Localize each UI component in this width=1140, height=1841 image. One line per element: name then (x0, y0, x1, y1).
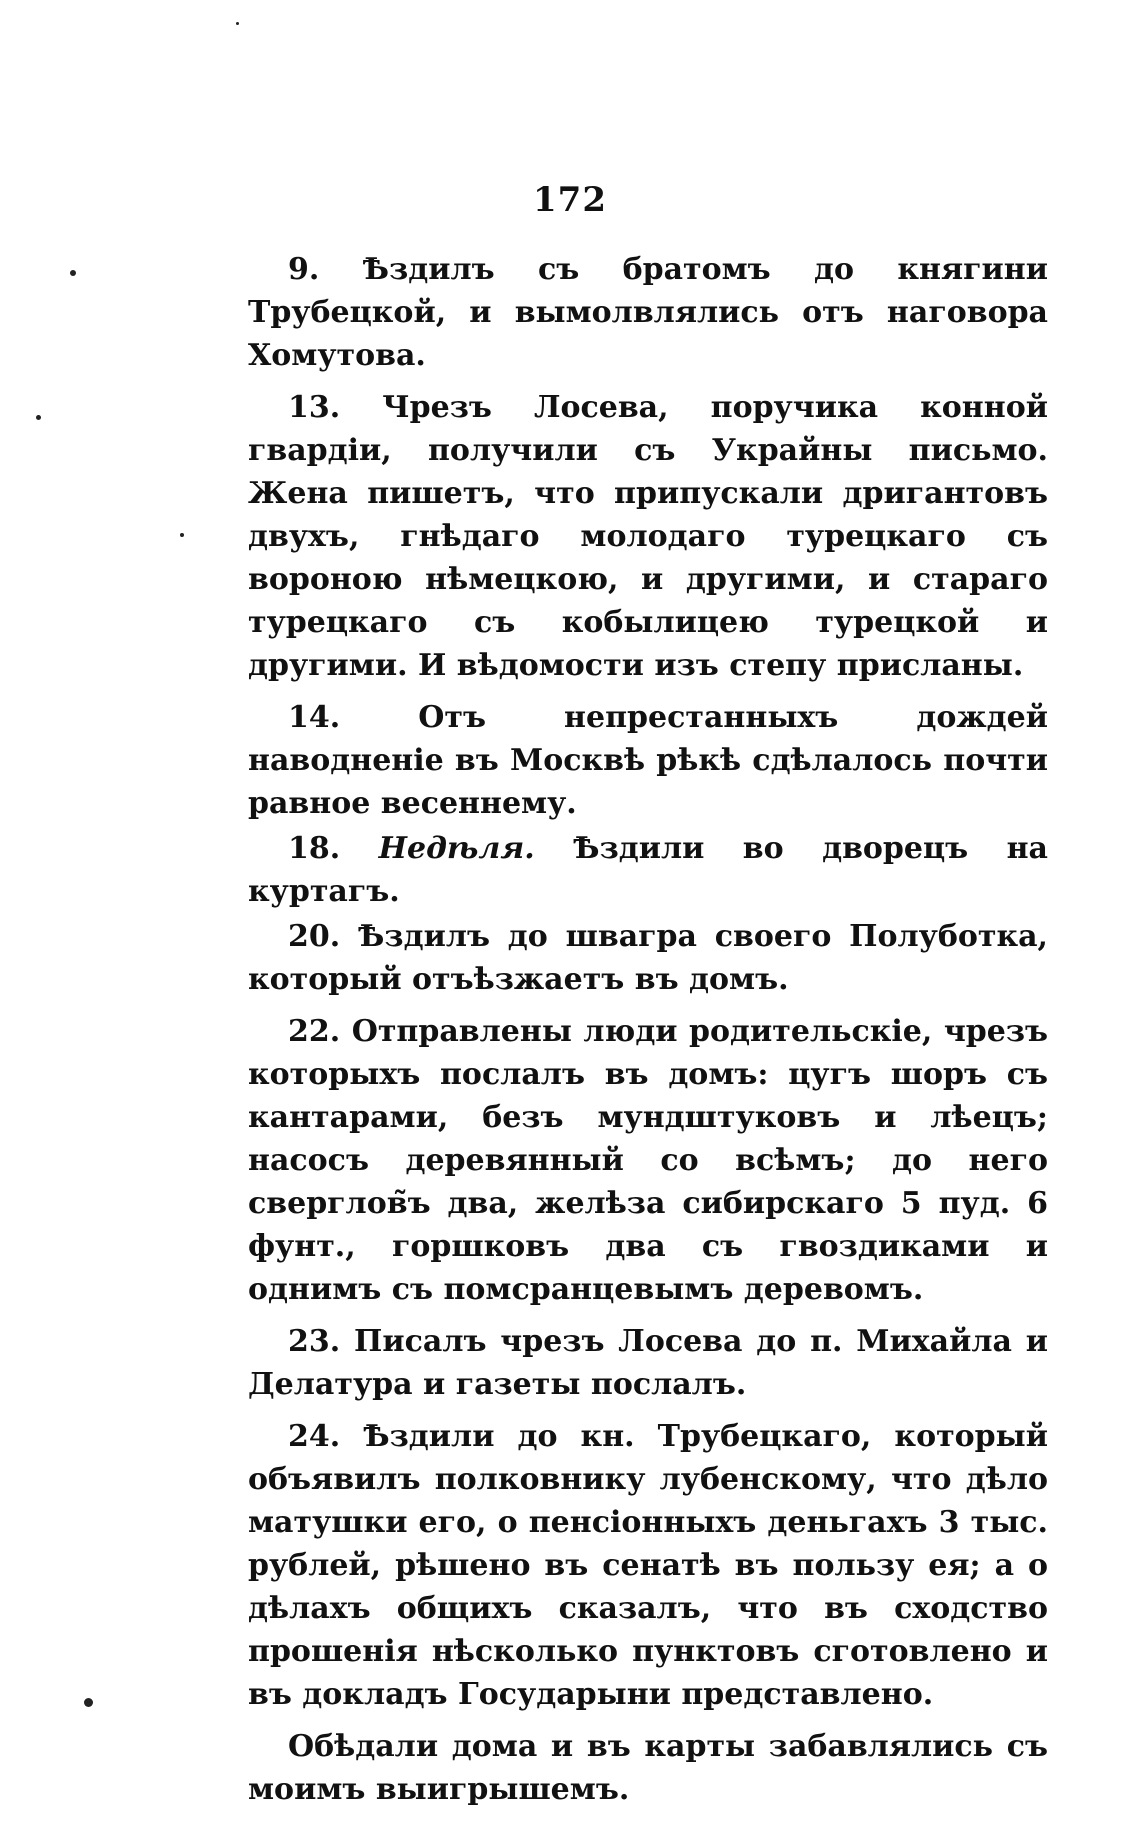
entry-24 (248, 1415, 1048, 1716)
entry-text: Ѣздили до кн. Трубецкаго, который объявилъ полковнику лубенскому, что дѣло матушки его, о пенсіонныхъ деньгахъ 3 тыс. рублей, рѣшено въ сенатѣ въ пользу ея; а о дѣлахъ общихъ сказалъ, что въ сходство прошенія нѣсколько пунктовъ сготовлено и въ докладъ Государыни представлено. (248, 1419, 1048, 1712)
scan-speck (236, 22, 239, 25)
entry-date: 18. (288, 831, 341, 866)
entry-date: 22. (288, 1014, 341, 1049)
entry-weekday: Недѣля. (378, 831, 535, 866)
entry-9 (248, 248, 1048, 377)
scan-speck (70, 270, 76, 276)
entry-text: Отправлены люди родительскіе, чрезъ которыхъ послалъ въ домъ: цугъ шоръ съ кантарами, безъ мундштуковъ и лѣецъ; насосъ деревянный со всѣмъ; до него сверглов̃ъ два, желѣза сибирскаго 5 пуд. 6 фунт., горшковъ два съ гвоздиками и однимъ съ помсранцевымъ деревомъ. (248, 1014, 1048, 1307)
entry-date: 23. (288, 1324, 341, 1359)
entry-text: Ѣздилъ съ братомъ до княгини Трубецкой, и вымолвлялись отъ наговора Хомутова. (248, 252, 1048, 373)
entry-text: Обѣдали дома и въ карты забавлялись съ моимъ выигрышемъ. (248, 1729, 1048, 1807)
entry-text: Ѣздили во дворецъ на куртагъ. (248, 831, 1048, 909)
entry-18 (248, 827, 1048, 913)
text-body (248, 248, 1048, 1811)
entry-13 (248, 386, 1048, 687)
entry-24-continued (248, 1725, 1048, 1811)
entry-20 (248, 915, 1048, 1001)
entry-text: Писалъ чрезъ Лосева до п. Михайла и Делатура и газеты послалъ. (248, 1324, 1048, 1402)
entry-23 (248, 1320, 1048, 1406)
scan-speck (84, 1698, 93, 1707)
entry-date: 14. (288, 700, 341, 735)
entry-14 (248, 696, 1048, 825)
entry-date: 9. (288, 252, 320, 287)
entry-text: Чрезъ Лосева, поручика конной гвардіи, получили съ Украйны письмо. Жена пишетъ, что припускали дригантовъ двухъ, гнѣдаго молодаго турецкаго съ вороною нѣмецкою, и другими, и стараго турецкаго съ кобылицею турецкой и другими. И вѣдомости изъ степу присланы. (248, 390, 1048, 683)
entry-date: 24. (288, 1419, 341, 1454)
entry-22 (248, 1010, 1048, 1311)
entry-date: 13. (288, 390, 341, 425)
scan-speck (180, 533, 184, 537)
entry-text: Отъ непрестанныхъ дождей наводненіе въ Москвѣ рѣкѣ сдѣлалось почти равное весеннему. (248, 700, 1048, 821)
entry-text: Ѣздилъ до швагра своего Полуботка, который отъѣзжаетъ въ домъ. (248, 919, 1048, 997)
entry-date: 20. (288, 919, 341, 954)
scan-speck (36, 415, 41, 420)
page-number: 172 (533, 180, 607, 220)
